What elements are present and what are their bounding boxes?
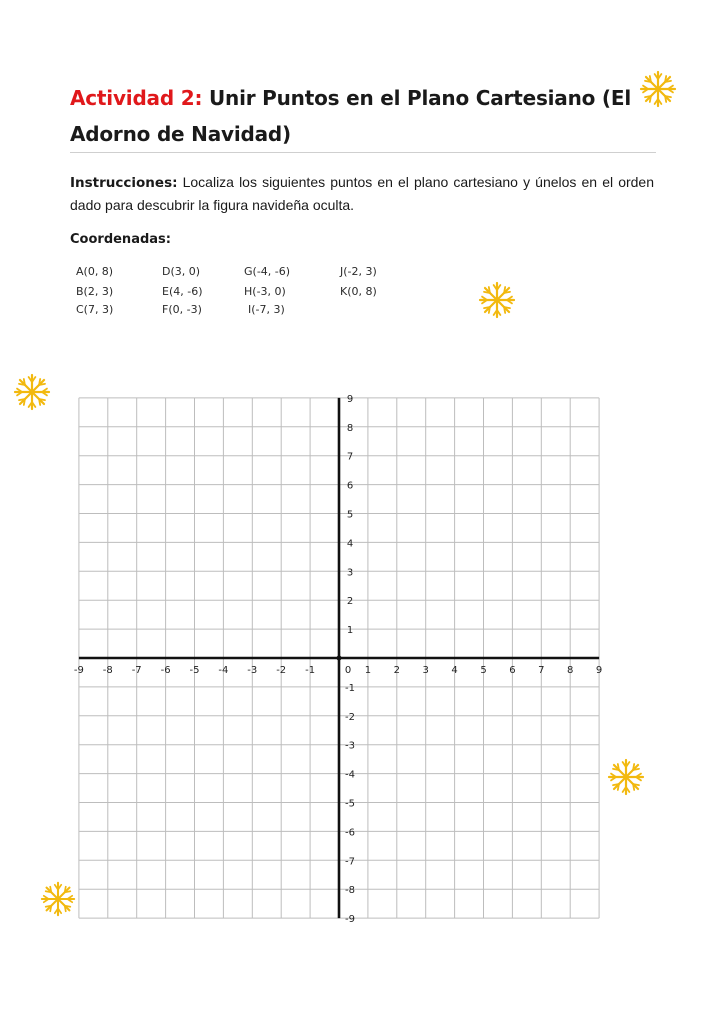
coordinate-k: K(0, 8) [340,285,377,298]
x-tick-label: -9 [73,665,84,676]
x-tick-label: 1 [364,665,372,676]
coordinate-j: J(-2, 3) [340,265,377,278]
instructions-text: Localiza los siguientes puntos en el plano cartesiano y únelos en el orden dado para descubrir la figura navideña oculta. [70,174,654,213]
y-tick-label: -8 [345,885,355,897]
coordinate-f: F(0, -3) [162,303,202,316]
y-tick-label: 2 [346,596,354,608]
y-tick-label: 1 [346,625,354,637]
x-tick-label: 7 [538,665,545,676]
x-tick-label: -5 [189,665,200,676]
x-tick-label: 4 [451,665,458,676]
instructions-label: Instrucciones: [70,175,178,191]
coordinates-heading: Coordenadas: [70,232,171,247]
y-tick-label: 4 [346,538,354,550]
plane-axes [79,398,599,918]
coordinate-e: E(4, -6) [162,285,203,298]
x-tick-label: 2 [393,665,400,676]
x-tick-label: 8 [567,665,574,676]
origin-point [337,656,342,661]
y-tick-label: -1 [345,682,355,694]
y-tick-label: -6 [345,827,355,839]
x-tick-label: 5 [480,665,487,676]
coordinate-a: A(0, 8) [76,265,114,278]
y-tick-label: -9 [345,914,355,926]
x-tick-label: -7 [131,665,142,676]
y-tick-label: 5 [346,509,354,521]
x-tick-label: -2 [276,665,287,676]
coordinate-d: D(3, 0) [162,265,201,278]
x-tick-label: -6 [160,665,171,676]
coordinate-g: G(-4, -6) [244,265,291,278]
y-tick-label: -7 [345,856,355,868]
x-tick-label: 9 [595,665,603,676]
y-tick-label: 7 [346,451,354,463]
y-tick-label: 6 [346,480,354,492]
coordinate-i: I(-7, 3) [248,303,285,316]
title-line-1: Unir Puntos en el Plano Cartesiano (El [202,86,631,110]
x-tick-label: -8 [102,665,113,676]
x-tick-label: -4 [218,665,229,676]
origin-label: 0 [344,665,352,676]
y-tick-label: -4 [345,769,355,781]
coordinate-h: H(-3, 0) [244,285,286,298]
x-tick-label: 3 [422,665,429,676]
x-tick-label: -3 [247,665,258,676]
coordinate-c: C(7, 3) [76,303,114,316]
title-line-2: Adorno de Navidad) [70,122,291,146]
x-tick-label: 6 [509,665,516,676]
coordinate-b: B(2, 3) [76,285,114,298]
y-tick-label: -3 [345,740,355,752]
y-tick-label: 8 [346,422,354,434]
y-tick-label: -5 [345,798,355,810]
activity-number: Actividad 2: [70,86,203,110]
y-tick-label: 3 [346,567,354,579]
y-tick-label: -2 [345,711,355,723]
y-tick-label: 9 [346,393,354,405]
x-tick-label: -1 [305,665,316,676]
